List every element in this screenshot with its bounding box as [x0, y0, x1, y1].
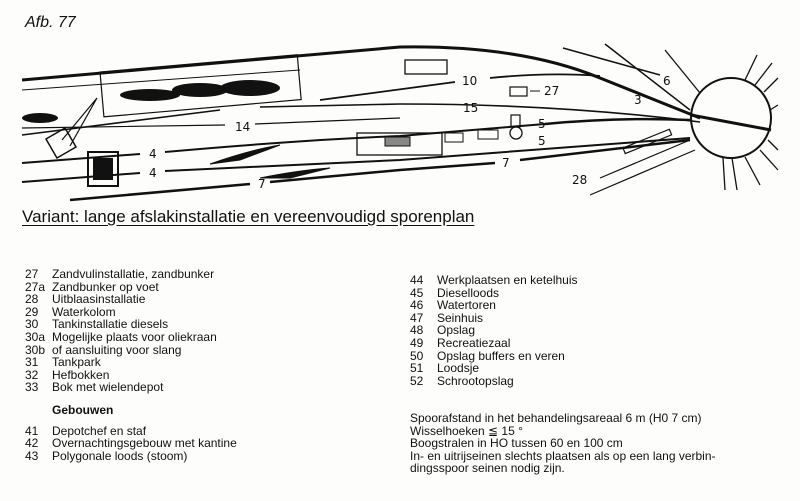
- legend-text: Watertoren: [437, 298, 496, 313]
- track-label: 5: [538, 134, 546, 148]
- legend-text: Tankpark: [52, 355, 101, 370]
- legend-number: 52: [410, 373, 424, 388]
- legend-text: Opslag: [437, 323, 476, 338]
- legend-item: [25, 331, 237, 344]
- legend-right: [410, 274, 578, 387]
- track-4-upper: [22, 124, 545, 163]
- track-28: [590, 140, 695, 195]
- legend-number: 51: [410, 361, 424, 376]
- track-label: 27: [544, 84, 560, 98]
- legend-text: Overnachtingsgebouw met kantine: [52, 436, 237, 451]
- legend-number: 43: [25, 448, 39, 463]
- legend-left: [25, 268, 237, 462]
- legend-number: 30: [25, 317, 39, 332]
- legend-item: [410, 299, 578, 312]
- legend-number: 45: [410, 285, 424, 300]
- legend-number: 48: [410, 323, 424, 338]
- track-4-lower: [22, 138, 690, 182]
- building-top: [405, 60, 447, 74]
- track-label: 28: [572, 173, 588, 187]
- legend-text: Seinhuis: [437, 310, 484, 325]
- legend-number: 46: [410, 298, 424, 313]
- note-line: Boogstralen in HO tussen 60 en 100 cm: [410, 436, 623, 451]
- small-building: [478, 130, 498, 139]
- track-label: 10: [462, 74, 478, 88]
- water-tower: [510, 127, 522, 139]
- crane-boom: [62, 98, 97, 146]
- track-label: 15: [463, 101, 479, 115]
- track-5-upper: [545, 119, 690, 124]
- legend-number: 49: [410, 335, 424, 350]
- legend-text: Tankinstallatie diesels: [52, 317, 169, 332]
- track-label: 4: [149, 147, 157, 161]
- track-label: 4: [149, 166, 157, 180]
- figure-heading: Variant: lange afslakinstallatie en vereenvoudigd sporenplan: [22, 207, 475, 226]
- legend-text: Zandvulinstallatie, zandbunker: [52, 267, 215, 281]
- sand-bunker-27: [510, 87, 527, 96]
- track-label: 7: [502, 156, 510, 170]
- track-label: 3: [634, 93, 642, 107]
- legend-number: 30b: [25, 342, 46, 357]
- legend-number: 42: [25, 436, 39, 451]
- track-3: [600, 78, 700, 118]
- legend-text: Hefbokken: [52, 367, 110, 382]
- legend-number: 32: [25, 367, 39, 382]
- legend-item: [410, 312, 578, 325]
- track-label: 5: [538, 117, 546, 131]
- legend-text: Uitblaasinstallatie: [52, 292, 146, 307]
- track-label: 14: [235, 120, 251, 134]
- legend-number: 50: [410, 348, 424, 363]
- track-6: [563, 44, 690, 110]
- legend-number: 33: [25, 380, 39, 395]
- track-label: 7: [258, 177, 266, 191]
- legend-item: [25, 437, 237, 450]
- legend-text: Zandbunker op voet: [52, 279, 159, 294]
- legend-number: 27a: [25, 279, 46, 294]
- legend-number: 29: [25, 304, 39, 319]
- legend-number: 30a: [25, 329, 46, 344]
- legend-text: Loodsje: [437, 361, 480, 376]
- small-building: [445, 133, 463, 142]
- note-line: dingsspoor seinen nodig zijn.: [410, 461, 565, 476]
- legend-text: of aansluiting voor slang: [52, 342, 182, 357]
- legend-text: Mogelijke plaats voor oliekraan: [52, 329, 217, 344]
- legend-number: 47: [410, 310, 424, 325]
- note-line: Wisselhoeken ≦ 15 °: [410, 423, 523, 438]
- legend-text: Bok met wielendepot: [52, 380, 164, 395]
- legend-number: 31: [25, 355, 39, 370]
- legend-number: 44: [410, 273, 424, 287]
- legend-item: [25, 293, 237, 306]
- legend-number: 41: [25, 423, 39, 438]
- figure-label: Afb. 77: [25, 14, 76, 31]
- legend-item: [25, 381, 237, 394]
- notes: [410, 412, 790, 475]
- legend-item: [25, 450, 237, 463]
- legend-item: [410, 362, 578, 375]
- legend-number: 28: [25, 292, 39, 307]
- legend-text: Waterkolom: [52, 304, 116, 319]
- note-line: In- en uitrijseinen slechts plaatsen als op een lang verbin-: [410, 448, 716, 463]
- slag-texture: [22, 80, 280, 123]
- legend-number: 27: [25, 267, 39, 281]
- track-label: 6: [663, 74, 671, 88]
- track-7: [70, 140, 690, 200]
- legend-text: Depotchef en staf: [52, 423, 147, 438]
- legend-item: [410, 375, 578, 388]
- legend-text: Schrootopslag: [437, 373, 514, 388]
- legend-item: [410, 274, 578, 287]
- track-plan-diagram: [0, 0, 800, 205]
- legend-text: Dieselloods: [437, 285, 500, 300]
- legend-item: [410, 350, 578, 363]
- legend-text: Polygonale loods (stoom): [52, 448, 188, 463]
- note-line: Spoorafstand in het behandelingsareaal 6 m (H0 7 cm): [410, 411, 702, 425]
- legend-item: [25, 356, 237, 369]
- building-box-fill: [93, 158, 113, 180]
- hatched-block: [385, 137, 410, 146]
- legend-text: Werkplaatsen en ketelhuis: [437, 273, 578, 287]
- turntable-bridge: [691, 115, 771, 130]
- legend-item: [410, 337, 578, 350]
- buildings-heading: Gebouwen: [52, 402, 114, 417]
- legend-text: Opslag buffers en veren: [437, 348, 565, 363]
- legend-item: [25, 268, 237, 281]
- legend-text: Recreatiezaal: [437, 335, 511, 350]
